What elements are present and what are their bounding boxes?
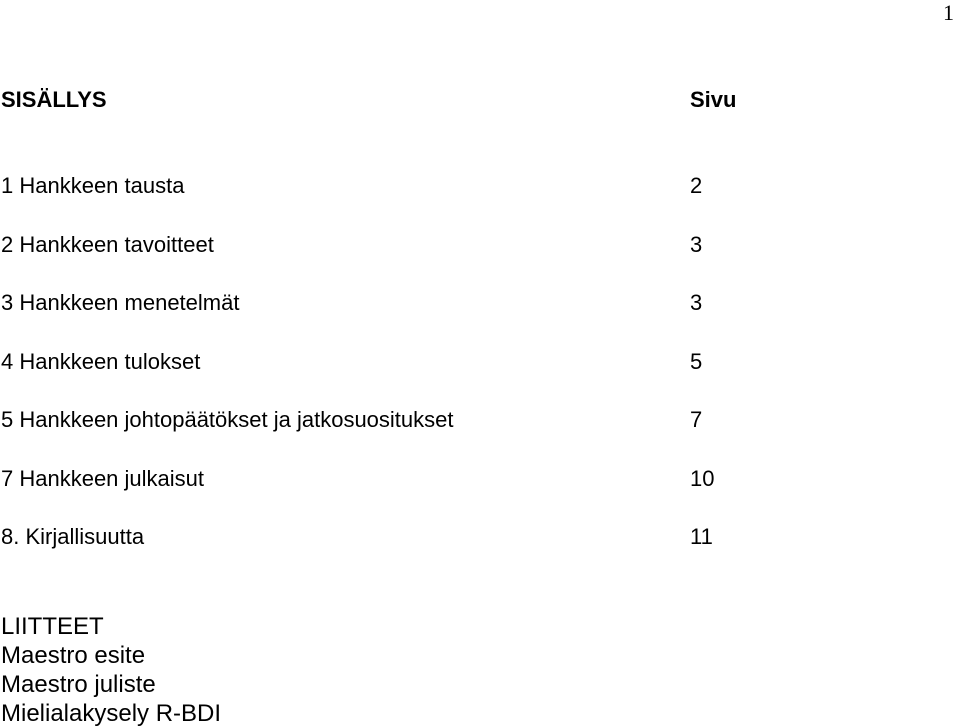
toc-header	[0, 86, 760, 114]
toc-entry-title: 7 Hankkeen julkaisut	[1, 465, 205, 491]
toc-entry-title: 1 Hankkeen tausta	[1, 173, 185, 198]
toc-entry-page: 11	[690, 524, 713, 549]
toc-entry-page: 10	[690, 465, 715, 491]
appendix-title: LIITTEET	[1, 613, 104, 640]
toc-entry-page: 3	[690, 231, 703, 257]
toc-entry-title: 5 Hankkeen johtopäätökset ja jatkosuositukset	[1, 407, 454, 432]
toc-entry	[0, 406, 760, 465]
toc-entry-page: 7	[690, 407, 703, 432]
appendix-item: Maestro juliste	[1, 671, 156, 698]
toc-entry-page: 2	[690, 173, 703, 198]
toc-entry-title: 4 Hankkeen tulokset	[1, 348, 201, 374]
toc-title: SISÄLLYS	[1, 87, 107, 112]
appendix-item: Mielialakysely R-BDI	[1, 700, 222, 727]
toc-entry-title: 3 Hankkeen menetelmät	[1, 290, 240, 315]
toc-entry-title: 8. Kirjallisuutta	[1, 524, 145, 549]
toc-entry-title: 2 Hankkeen tavoitteet	[1, 231, 214, 257]
toc-entry-page: 5	[690, 348, 703, 374]
toc-entry	[0, 231, 760, 290]
toc-entry-page: 3	[690, 290, 703, 315]
toc-entry	[0, 465, 760, 524]
appendix-item: Maestro esite	[1, 642, 146, 669]
toc-entry	[0, 523, 760, 582]
appendix-section	[1, 612, 221, 728]
toc-entry	[0, 348, 760, 407]
page-number: 1	[943, 0, 954, 25]
toc-list	[0, 172, 760, 582]
toc-page-column-label: Sivu	[690, 87, 737, 112]
toc-entry	[0, 289, 760, 348]
toc-entry	[0, 172, 760, 231]
